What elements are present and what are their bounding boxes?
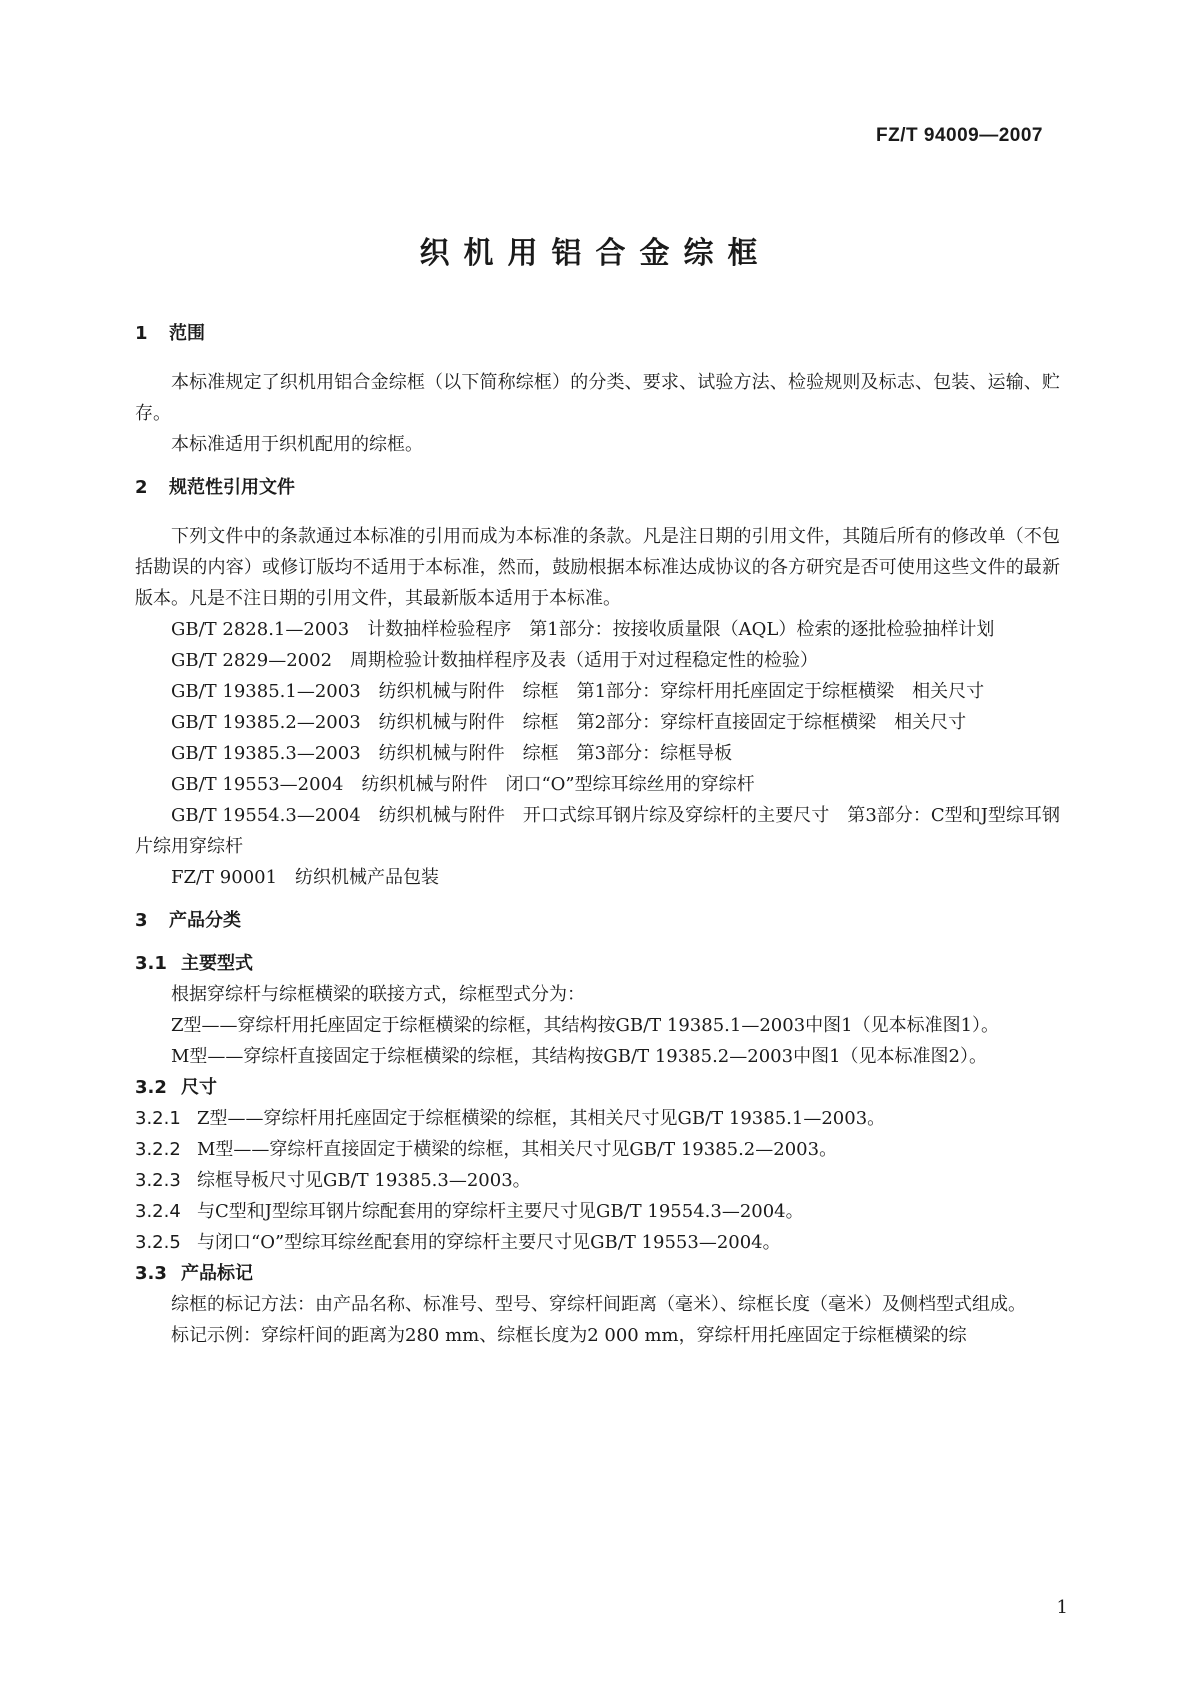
clause-number: 3.2.5 [135,1232,181,1253]
reference-item: GB/T 19385.1—2003 纺织机械与附件 综框 第1部分：穿综杆用托座固定于综框横梁 相关尺寸 [171,681,985,702]
paragraph: 标记示例：穿综杆间的距离为280 mm、综框长度为2 000 mm，穿综杆用托座固定于综框横梁的综 [171,1325,967,1346]
section-number: 2 [135,477,148,498]
section-heading-1 [135,318,1060,349]
clause-text: M型——穿综杆直接固定于横梁的综框，其相关尺寸见GB/T 19385.2—2003。 [197,1139,838,1160]
clause-3-2-3 [135,1165,1060,1196]
reference-item: GB/T 2828.1—2003 计数抽样检验程序 第1部分：按接收质量限（AQL）检索的逐批检验抽样计划 [171,619,995,640]
section-heading-2 [135,472,1060,503]
paragraph: 根据穿综杆与综框横梁的联接方式，综框型式分为： [171,984,585,1005]
document-body [135,318,1060,1351]
subsection-title: 尺寸 [181,1077,217,1098]
section-heading-3 [135,905,1060,936]
clause-text: 与C型和J型综耳钢片综配套用的穿综杆主要尺寸见GB/T 19554.3—2004。 [197,1201,804,1222]
subsection-heading-3-3 [135,1258,1060,1289]
reference-item: GB/T 2829—2002 周期检验计数抽样程序及表（适用于对过程稳定性的检验） [171,650,819,671]
clause-text: Z型——穿综杆用托座固定于综框横梁的综框，其相关尺寸见GB/T 19385.1—2003。 [197,1108,886,1129]
section-number: 1 [135,323,148,344]
clause-3-2-1 [135,1103,1060,1134]
paragraph: 本标准适用于织机配用的综框。 [171,434,423,455]
subsection-number: 3.2 [135,1077,167,1098]
reference-item: GB/T 19554.3—2004 纺织机械与附件 开口式综耳钢片综及穿综杆的主要尺寸 第3部分：C型和J型综耳钢片综用穿综杆 [135,805,1060,857]
clause-3-2-4 [135,1196,1060,1227]
clause-3-2-2 [135,1134,1060,1165]
reference-item: GB/T 19385.2—2003 纺织机械与附件 综框 第2部分：穿综杆直接固定于综框横梁 相关尺寸 [171,712,967,733]
standard-number: FZ/T 94009—2007 [876,125,1043,146]
subsection-title: 主要型式 [181,953,253,974]
paragraph: Z型——穿综杆用托座固定于综框横梁的综框，其结构按GB/T 19385.1—2003中图1（见本标准图1）。 [171,1015,1000,1036]
paragraph: 本标准规定了织机用铝合金综框（以下简称综框）的分类、要求、试验方法、检验规则及标志、包装、运输、贮存。 [135,372,1060,424]
page-number: 1 [1056,1597,1068,1618]
clause-number: 3.2.1 [135,1108,181,1129]
section-title: 规范性引用文件 [169,477,295,498]
clause-number: 3.2.2 [135,1139,181,1160]
paragraph: M型——穿综杆直接固定于综框横梁的综框，其结构按GB/T 19385.2—2003中图1（见本标准图2）。 [171,1046,987,1067]
subsection-title: 产品标记 [181,1263,253,1284]
clause-text: 与闭口“O”型综耳综丝配套用的穿综杆主要尺寸见GB/T 19553—2004。 [197,1232,781,1253]
clause-3-2-5 [135,1227,1060,1258]
clause-text: 综框导板尺寸见GB/T 19385.3—2003。 [197,1170,531,1191]
clause-number: 3.2.3 [135,1170,181,1191]
section-title: 范围 [169,323,205,344]
paragraph: 下列文件中的条款通过本标准的引用而成为本标准的条款。凡是注日期的引用文件，其随后所有的修改单（不包括勘误的内容）或修订版均不适用于本标准，然而，鼓励根据本标准达成协议的各方研究是否可使用这些文件的最新版本。凡是不注日期的引用文件，其最新版本适用于本标准。 [135,526,1060,609]
subsection-heading-3-1 [135,948,1060,979]
reference-item: GB/T 19553—2004 纺织机械与附件 闭口“O”型综耳综丝用的穿综杆 [171,774,755,795]
reference-item: GB/T 19385.3—2003 纺织机械与附件 综框 第3部分：综框导板 [171,743,733,764]
subsection-number: 3.1 [135,953,167,974]
reference-item: FZ/T 90001 纺织机械产品包装 [171,867,440,888]
section-number: 3 [135,910,148,931]
subsection-heading-3-2 [135,1072,1060,1103]
subsection-number: 3.3 [135,1263,167,1284]
paragraph: 综框的标记方法：由产品名称、标准号、型号、穿综杆间距离（毫米）、综框长度（毫米）及侧档型式组成。 [171,1294,1026,1315]
clause-number: 3.2.4 [135,1201,181,1222]
section-title: 产品分类 [169,910,241,931]
document-title: 织机用铝合金综框 [419,236,772,271]
